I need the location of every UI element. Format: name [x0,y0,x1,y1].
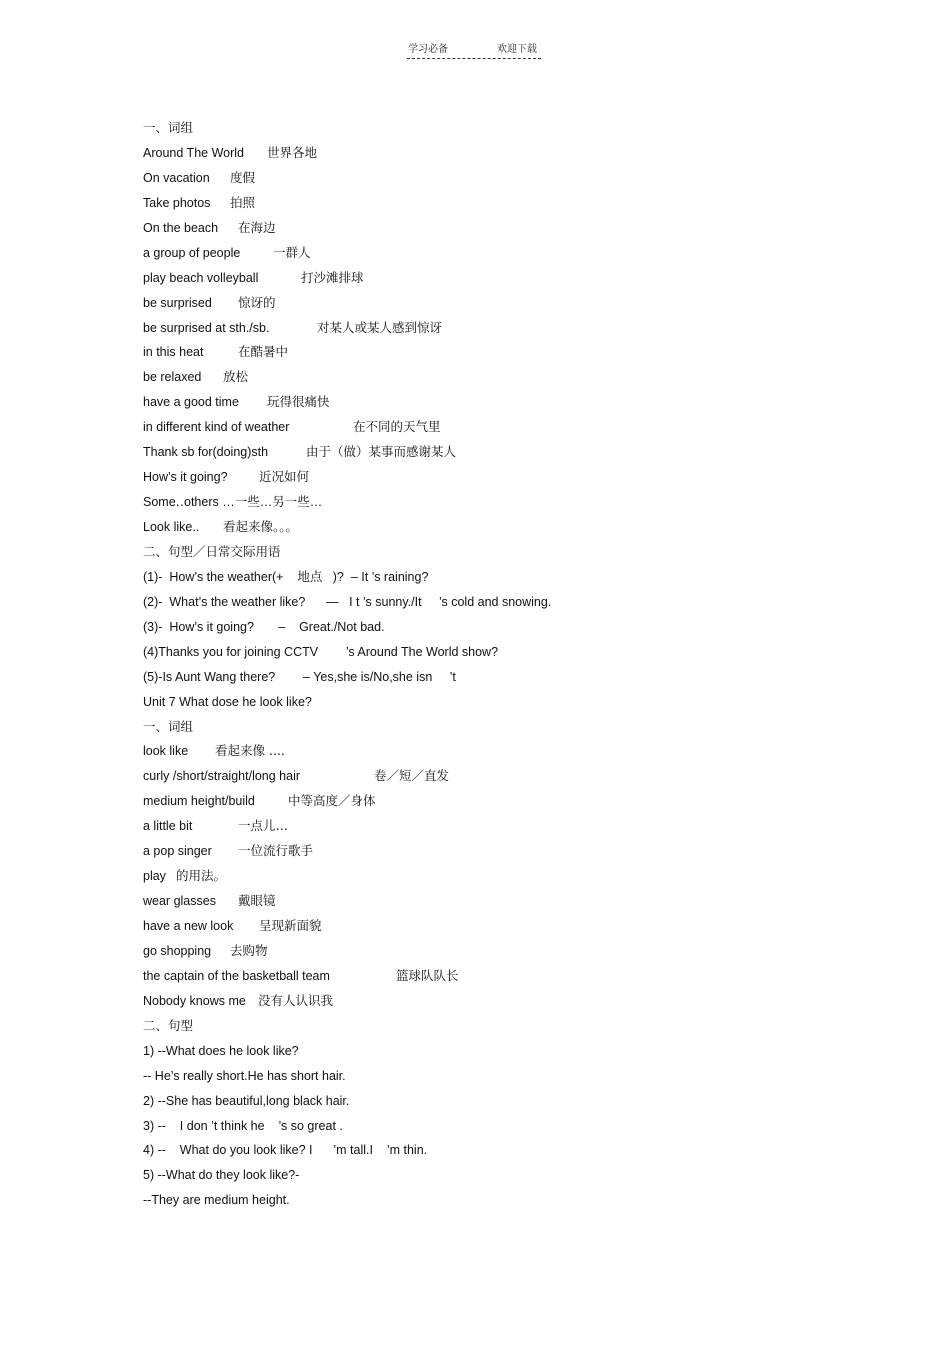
line-translation: 去购物 [230,942,268,958]
line-text: -- He’s really short.He has short hair. [143,1068,346,1083]
line-text: (3)- How’s it going? – Great./Not bad. [143,619,385,634]
text-line [143,1189,843,1214]
line-text: be surprised [143,295,212,310]
text-line [143,441,843,466]
line-text: Some‥others …一些…另一些… [143,495,323,510]
line-text: a pop singer [143,844,212,859]
text-line [143,1090,843,1115]
line-text: 二、句型 [143,1018,194,1033]
document-body [143,117,843,1214]
text-line [143,940,843,965]
text-line [143,142,843,167]
text-line [143,292,843,317]
line-translation: 看起来像。。。 [223,519,299,534]
line-text: be surprised at sth./sb. [143,320,270,335]
line-translation: 在不同的天气里 [353,419,441,435]
line-translation: 近况如何 [259,469,310,485]
line-text: a little bit [143,819,193,834]
text-line [143,641,843,666]
text-line [143,391,843,416]
line-text: --They are medium height. [143,1193,290,1208]
line-text: Unit 7 What dose he look like? [143,694,312,709]
line-text: (1)- How’s the weather(+ 地点 )? – It ’s raining? [143,569,429,584]
text-line [143,915,843,940]
line-text: play [143,869,166,884]
text-line [143,192,843,217]
text-line [143,616,843,641]
line-translation: 惊讶的 [238,294,276,310]
text-line [143,591,843,616]
text-line [143,740,843,765]
line-text: 二、句型／日常交际用语 [143,544,281,559]
line-text: 3) -- I don ’t think he ’s so great . [143,1118,343,1133]
text-line [143,990,843,1015]
line-text: wear glasses [143,894,216,909]
text-line [143,541,843,566]
text-line [143,965,843,990]
line-text: 4) -- What do you look like? I ’m tall.I ’m thin. [143,1143,428,1158]
line-text: (4)Thanks you for joining CCTV ’s Around The World show? [143,644,499,659]
line-translation: 篮球队队长 [396,967,459,983]
line-text: Take photos [143,195,211,210]
line-translation: 在酷暑中 [238,344,289,360]
line-translation: 戴眼镜 [238,893,276,909]
line-text: 1) --What does he look like? [143,1043,299,1058]
text-line [143,1115,843,1140]
text-line [143,466,843,491]
line-translation: 在海边 [238,219,276,235]
line-translation: 一群人 [273,244,311,260]
text-line [143,865,843,890]
text-line [143,566,843,591]
line-text: How’s it going? [143,470,228,485]
line-text: Nobody knows me [143,993,246,1008]
text-line [143,516,843,541]
line-translation: 由于（做）某事而感谢某人 [306,444,457,460]
line-translation: 打沙滩排球 [301,269,364,285]
text-line [143,691,843,716]
line-text: 一、词组 [143,719,194,734]
line-translation: 呈现新面貌 [259,918,322,933]
text-line [143,1065,843,1090]
text-line [143,1015,843,1040]
line-translation: 度假 [230,169,256,185]
line-translation: 放松 [223,369,249,385]
line-text: medium height/build [143,794,255,809]
line-text: go shopping [143,943,212,958]
text-line [143,1139,843,1164]
line-text: have a new look [143,919,234,933]
line-translation: 看起来像 .... [215,743,285,759]
line-text: play beach volleyball [143,270,259,285]
line-text: in different kind of weather [143,420,290,435]
page-header [407,38,541,59]
header-right-text: 欢迎下载 [497,44,537,55]
line-translation: 中等高度／身体 [288,793,376,809]
line-translation: 没有人认识我 [258,992,334,1008]
text-line [143,242,843,267]
line-translation: 玩得很痛快 [267,394,330,410]
text-line [143,840,843,865]
text-line [143,890,843,915]
text-line [143,341,843,366]
text-line [143,790,843,815]
line-translation: 的用法。 [176,868,227,884]
line-translation: 一点儿… [238,818,289,834]
text-line [143,1040,843,1065]
line-text: the captain of the basketball team [143,968,330,983]
text-line [143,167,843,192]
line-text: Look like.. [143,520,200,534]
line-text: On the beach [143,220,219,235]
text-line [143,317,843,342]
line-translation: 世界各地 [267,144,318,160]
text-line [143,1164,843,1189]
text-line [143,267,843,292]
line-text: (5)-Is Aunt Wang there? – Yes,she is/No,she isn ’t [143,669,456,684]
text-line [143,765,843,790]
line-translation: 对某人或某人感到惊讶 [317,319,443,335]
line-text: 2) --She has beautiful,long black hair. [143,1093,350,1108]
line-text: look like [143,744,189,759]
text-line [143,416,843,441]
line-translation: 卷／短／直发 [374,768,450,784]
line-text: in this heat [143,345,204,360]
header-left-text: 学习必备 [408,44,448,55]
line-text: Thank sb for(doing)sth [143,445,269,460]
text-line [143,366,843,391]
line-text: have a good time [143,395,239,410]
line-text: (2)- What’s the weather like? — I t ’s sunny./It ’s cold and snowing. [143,594,552,609]
line-text: Around The World [143,145,244,160]
text-line [143,815,843,840]
text-line [143,217,843,242]
line-text: curly /short/straight/long hair [143,769,301,784]
line-text: be relaxed [143,370,202,385]
line-text: On vacation [143,170,210,185]
text-line [143,491,843,516]
line-translation: 拍照 [230,194,256,210]
line-text: a group of people [143,245,241,260]
line-translation: 一位流行歌手 [238,843,314,859]
text-line [143,716,843,741]
text-line [143,666,843,691]
line-text: 一、词组 [143,121,194,135]
line-text: 5) --What do they look like?- [143,1168,300,1183]
text-line [143,117,843,142]
